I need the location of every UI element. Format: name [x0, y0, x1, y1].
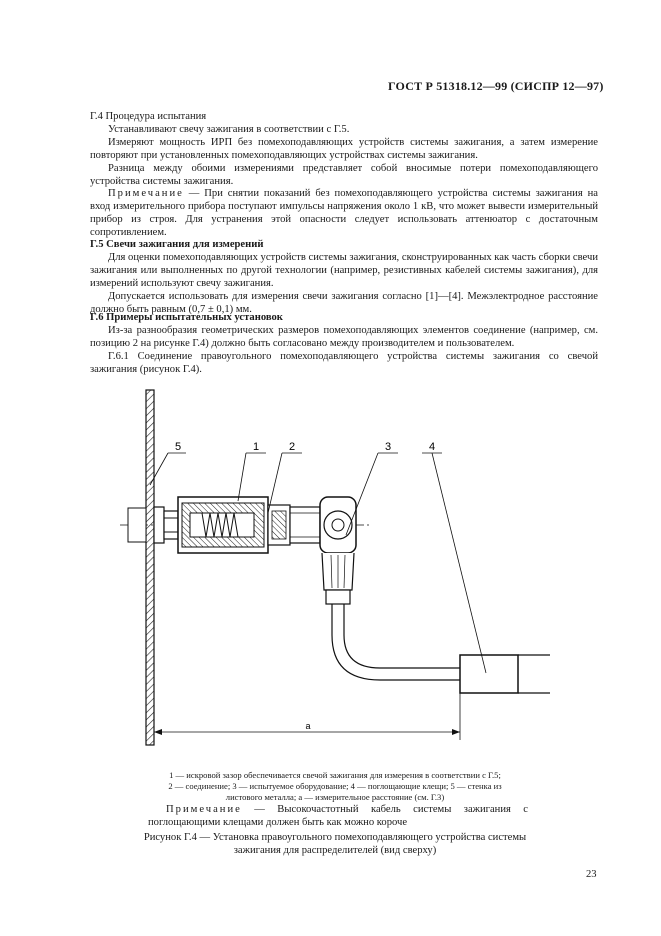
section-g61-paragraph: Г.6.1 Соединение правоугольного помехоподавляющего устройства системы зажигания со свечой зажигания (рисунок Г.4).	[90, 351, 598, 375]
figure-note	[148, 803, 528, 829]
note-text: — При снятии показаний без помехоподавляющего устройства системы зажигания на вход измерительного прибора поступают импульсы напряжения около 1 кВ, что может вывести измерительный прибор из строя. Для устранения этой опасности следует использовать аттенюатор с достаточным сопротивлением.	[90, 188, 598, 238]
figure-label-4: 4	[428, 441, 436, 453]
figure-label-2: 2	[288, 441, 296, 453]
section-g4-paragraph-3: Разница между обоими измерениями представляет собой вносимые потери помехоподавляющего устройства системы зажигания.	[90, 163, 598, 187]
absorbing-clamp	[460, 655, 518, 693]
section-g4-paragraph-2: Измеряют мощность ИРП без помехоподавляющих устройств системы зажигания, а затем измерение повторяют при установленных помехоподавляющих устройствах системы зажигания.	[90, 137, 598, 161]
dimension-a-label: a	[305, 721, 311, 731]
figure-legend-line-1: 1 — искровой зазор обеспечивается свечой зажигания для измерения в соответствии с Г.5;	[169, 770, 501, 780]
figure-legend-line-3: листового металла; а — измерительное расстояние (см. Г.3)	[225, 792, 445, 802]
section-g5-title: Г.5 Свечи зажигания для измерений	[90, 239, 264, 250]
section-g4-paragraph-1: Устанавливают свечу зажигания в соответствии с Г.5.	[108, 124, 350, 135]
section-g4-title: Г.4 Процедура испытания	[90, 111, 207, 122]
figure-note-label: Примечание	[166, 804, 242, 815]
section-g6-title: Г.6 Примеры испытательных установок	[90, 312, 283, 323]
section-g4-note	[90, 187, 598, 239]
sheet-metal-wall	[146, 390, 154, 745]
section-g5-paragraph-2: Допускается использовать для измерения свечи зажигания согласно [1]—[4]. Межэлектродное расстояние должно быть равным (0,7 ± 0,1) мм.	[90, 291, 598, 315]
figure-caption: Рисунок Г.4 — Установка правоугольного помехоподавляющего устройства системы зажигания для распределителей (вид сверху)	[143, 832, 527, 856]
figure-g4-drawing	[120, 385, 560, 760]
section-g6-paragraph-1: Из-за разнообразия геометрических размеров помехоподавляющих элементов соединение (например, см. позицию 2 на рисунке Г.4) должно быть согласовано между производителем и пользователем.	[90, 325, 598, 349]
note-label: Примечание	[108, 188, 184, 199]
page-number: 23	[586, 869, 597, 880]
document-header: ГОСТ Р 51318.12—99 (СИСПР 12—97)	[388, 79, 604, 93]
figure-legend-line-2: 2 — соединение; 3 — испытуемое оборудование; 4 — поглощающие клещи; 5 — стенка из	[168, 781, 502, 791]
figure-label-3: 3	[384, 441, 392, 453]
figure-label-1: 1	[252, 441, 260, 453]
figure-label-5: 5	[174, 441, 182, 453]
figure-note-text: — Высокочастотный кабель системы зажигания с поглощающими клещами должен быть как можно короче	[148, 804, 529, 828]
section-g5-paragraph-1: Для оценки помехоподавляющих устройств системы зажигания, сконструированных как часть сборки свечи зажигания или выполненных по другой технологии (например, резистивных кабелей системы зажигания), для измерений используют свечу зажигания.	[90, 252, 598, 289]
